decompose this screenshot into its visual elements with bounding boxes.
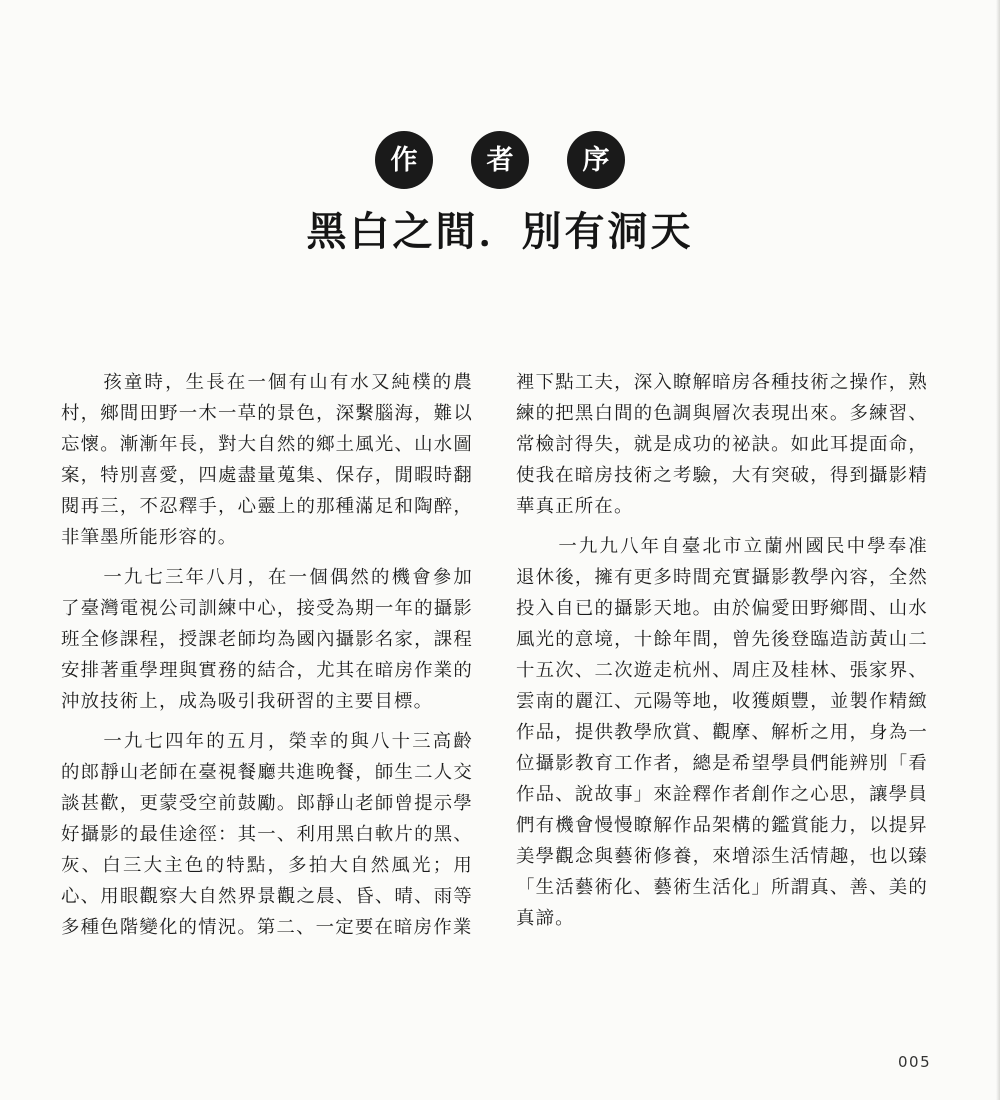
paragraph: 一九七四年的五月，榮幸的與八十三高齡的郎靜山老師在臺視餐廳共進晚餐，師生二人交談甚歡，更蒙受空前鼓勵。郎靜山老師曾提示學好攝影的最佳途徑：其一、利用黑白軟片的黑、灰、白三大主色的特點，多拍大自然風光；用心、用眼觀察大自然界景觀之晨、昏、晴、雨等多種色階變化的情況。第二、一定要在暗房作業 [61,731,473,938]
text-column-right [516,367,928,943]
paragraph: 一九七三年八月，在一個偶然的機會參加了臺灣電視公司訓練中心，接受為期一年的攝影班全修課程，授課老師均為國內攝影名家，課程安排著重學理與實務的結合，尤其在暗房作業的沖放技術上，成為吸引我研習的主要目標。 [61,567,473,712]
paragraph: 孩童時，生長在一個有山有水又純樸的農村，鄉間田野一木一草的景色，深繫腦海，難以忘懷。漸漸年長，對大自然的鄉土風光、山水圖案，特別喜愛，四處盡量蒐集、保存，閒暇時翻閱再三，不忍釋手，心靈上的那種滿足和陶醉，非筆墨所能形容的。 [61,372,473,548]
section-badge-char: 者 [471,131,529,189]
page-edge-shadow [996,0,1000,1100]
paragraph: 一九九八年自臺北市立蘭州國民中學奉准退休後，擁有更多時間充實攝影教學內容，全然投入自已的攝影天地。由於偏愛田野鄉間、山水風光的意境，十餘年間，曾先後登臨造訪黃山二十五次、二次遊走杭州、周庄及桂林、張家界、雲南的麗江、元陽等地，收獲頗豐，並製作精緻作品，提供教學欣賞、觀摩、解析之用，身為一位攝影教育工作者，總是希望學員們能辨別「看作品、說故事」來詮釋作者創作之心思，讓學員們有機會慢慢瞭解作品架構的鑑賞能力，以提昇美學觀念與藝術修養，來增添生活情趣，也以臻「生活藝術化、藝術生活化」所謂真、善、美的真諦。 [516,536,928,929]
page-title: 黑白之間．別有洞天 [306,209,694,255]
paragraph-continued: 裡下點工夫，深入瞭解暗房各種技術之操作，熟練的把黑白間的色調與層次表現出來。多練習、常檢討得失，就是成功的祕訣。如此耳提面命，使我在暗房技術之考驗，大有突破，得到攝影精華真正所在。 [516,372,928,517]
section-label [0,131,1000,189]
section-badge-char: 作 [375,131,433,189]
section-badge-char: 序 [567,131,625,189]
text-column-left [61,367,473,952]
page-number: 005 [898,1053,932,1071]
